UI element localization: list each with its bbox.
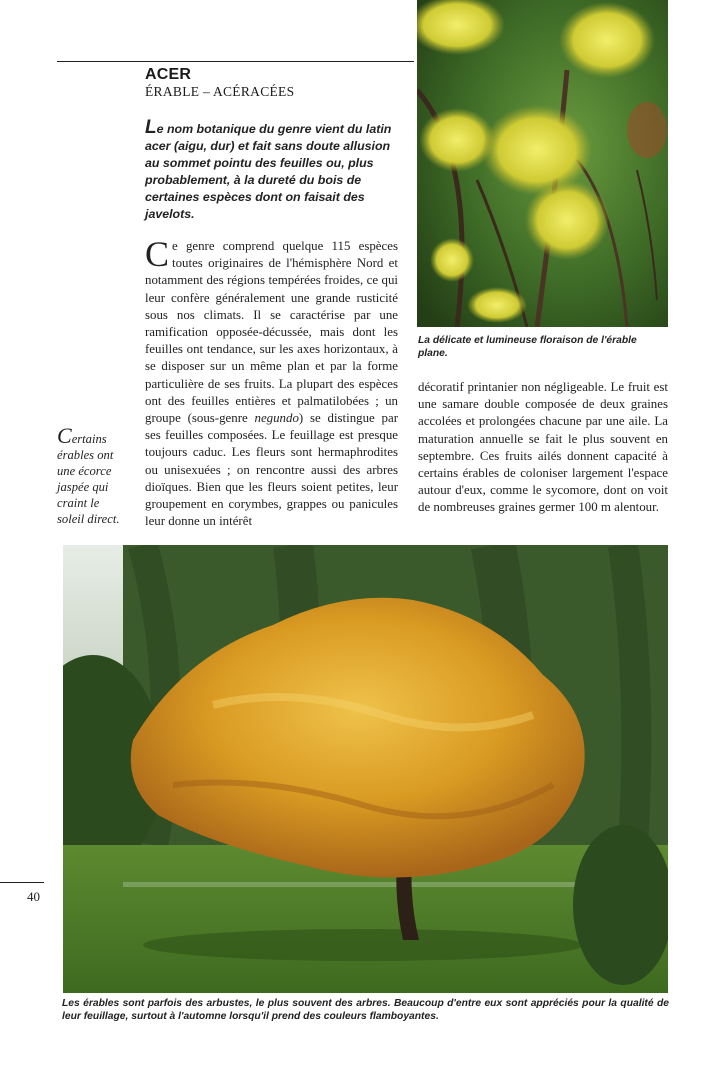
- margin-note-cap: C: [57, 423, 72, 448]
- bottom-photo-caption: Les érables sont parfois des arbustes, le plus souvent des arbres. Beaucoup d'entre eux sont appréciés pour la qualité de leur feuillage, surtout à l'automne lorsqu'il prend des couleurs flamboyantes.: [62, 998, 669, 1022]
- top-photo-caption: La délicate et lumineuse floraison de l'érable plane.: [418, 335, 637, 359]
- body-column-right: décoratif printanier non négligeable. Le fruit est une samare double composée de deux graines accolées et prolongées chacune par une aile. La maturation annuelle se fait le plus souvent en septembre. Ces fruits ailés donnent capacité à certains érables de coloniser largement l'espace autour d'eux, comme le sycomore, dont on voit de nombreuses graines germer 100 m alentour.: [418, 380, 668, 515]
- family-subtitle: ÉRABLE – ACÉRACÉES: [145, 84, 295, 99]
- header-rule: [57, 61, 414, 62]
- drop-cap: C: [145, 234, 170, 274]
- title-block: [145, 66, 415, 100]
- intro-lead-letter: L: [145, 117, 157, 138]
- page-number: 40: [27, 889, 40, 904]
- margin-note: [57, 423, 129, 527]
- autumn-maple-photo: [63, 545, 668, 993]
- intro-paragraph: [145, 117, 395, 223]
- body-text-1a: e genre comprend quelque 115 espèces toutes originaires de l'hémisphère Nord et notamment des régions tempérées froides, ce qui leur confère généralement une grande rusticité sous nos climats. Il se caractérise par une ramification opposée-décussée, mais dont les feuilles ont tendance, sur les axes horizontaux, à se disposer sur un même plan et par la forme particulière de ses fruits. La plupart des espèces ont des feuilles entières et palmatilobées ; un groupe (sous-genre: [145, 239, 398, 426]
- intro-text: e nom botanique du genre vient du latin acer (aigu, dur) et fait sans doute allusion au sommet pointu des feuilles ou, plus probablement, à la dureté du bois de certaines espèces dont on faisait des javelots.: [145, 122, 392, 221]
- body-text-italic: negundo: [254, 411, 299, 426]
- autumn-maple-illustration: [63, 545, 668, 993]
- folio-rule: [0, 882, 44, 883]
- body-column-left: [145, 234, 398, 530]
- maple-flowers-illustration: [417, 0, 668, 327]
- margin-note-text: ertains érables ont une écorce jaspée qui craint le soleil direct.: [57, 432, 120, 526]
- maple-flowers-photo: [417, 0, 668, 327]
- body-text-1b: ) se distingue par ses feuilles composées. Le feuillage est presque toujours caduc. Les fleurs sont hermaphrodites ou unisexuées ; on rencontre aussi des arbres dioïques. Bien que les fleurs soient petites, leur groupement en corymbes, grappes ou panicules leur donne un intérêt: [145, 411, 398, 529]
- genus-title: ACER: [145, 66, 192, 83]
